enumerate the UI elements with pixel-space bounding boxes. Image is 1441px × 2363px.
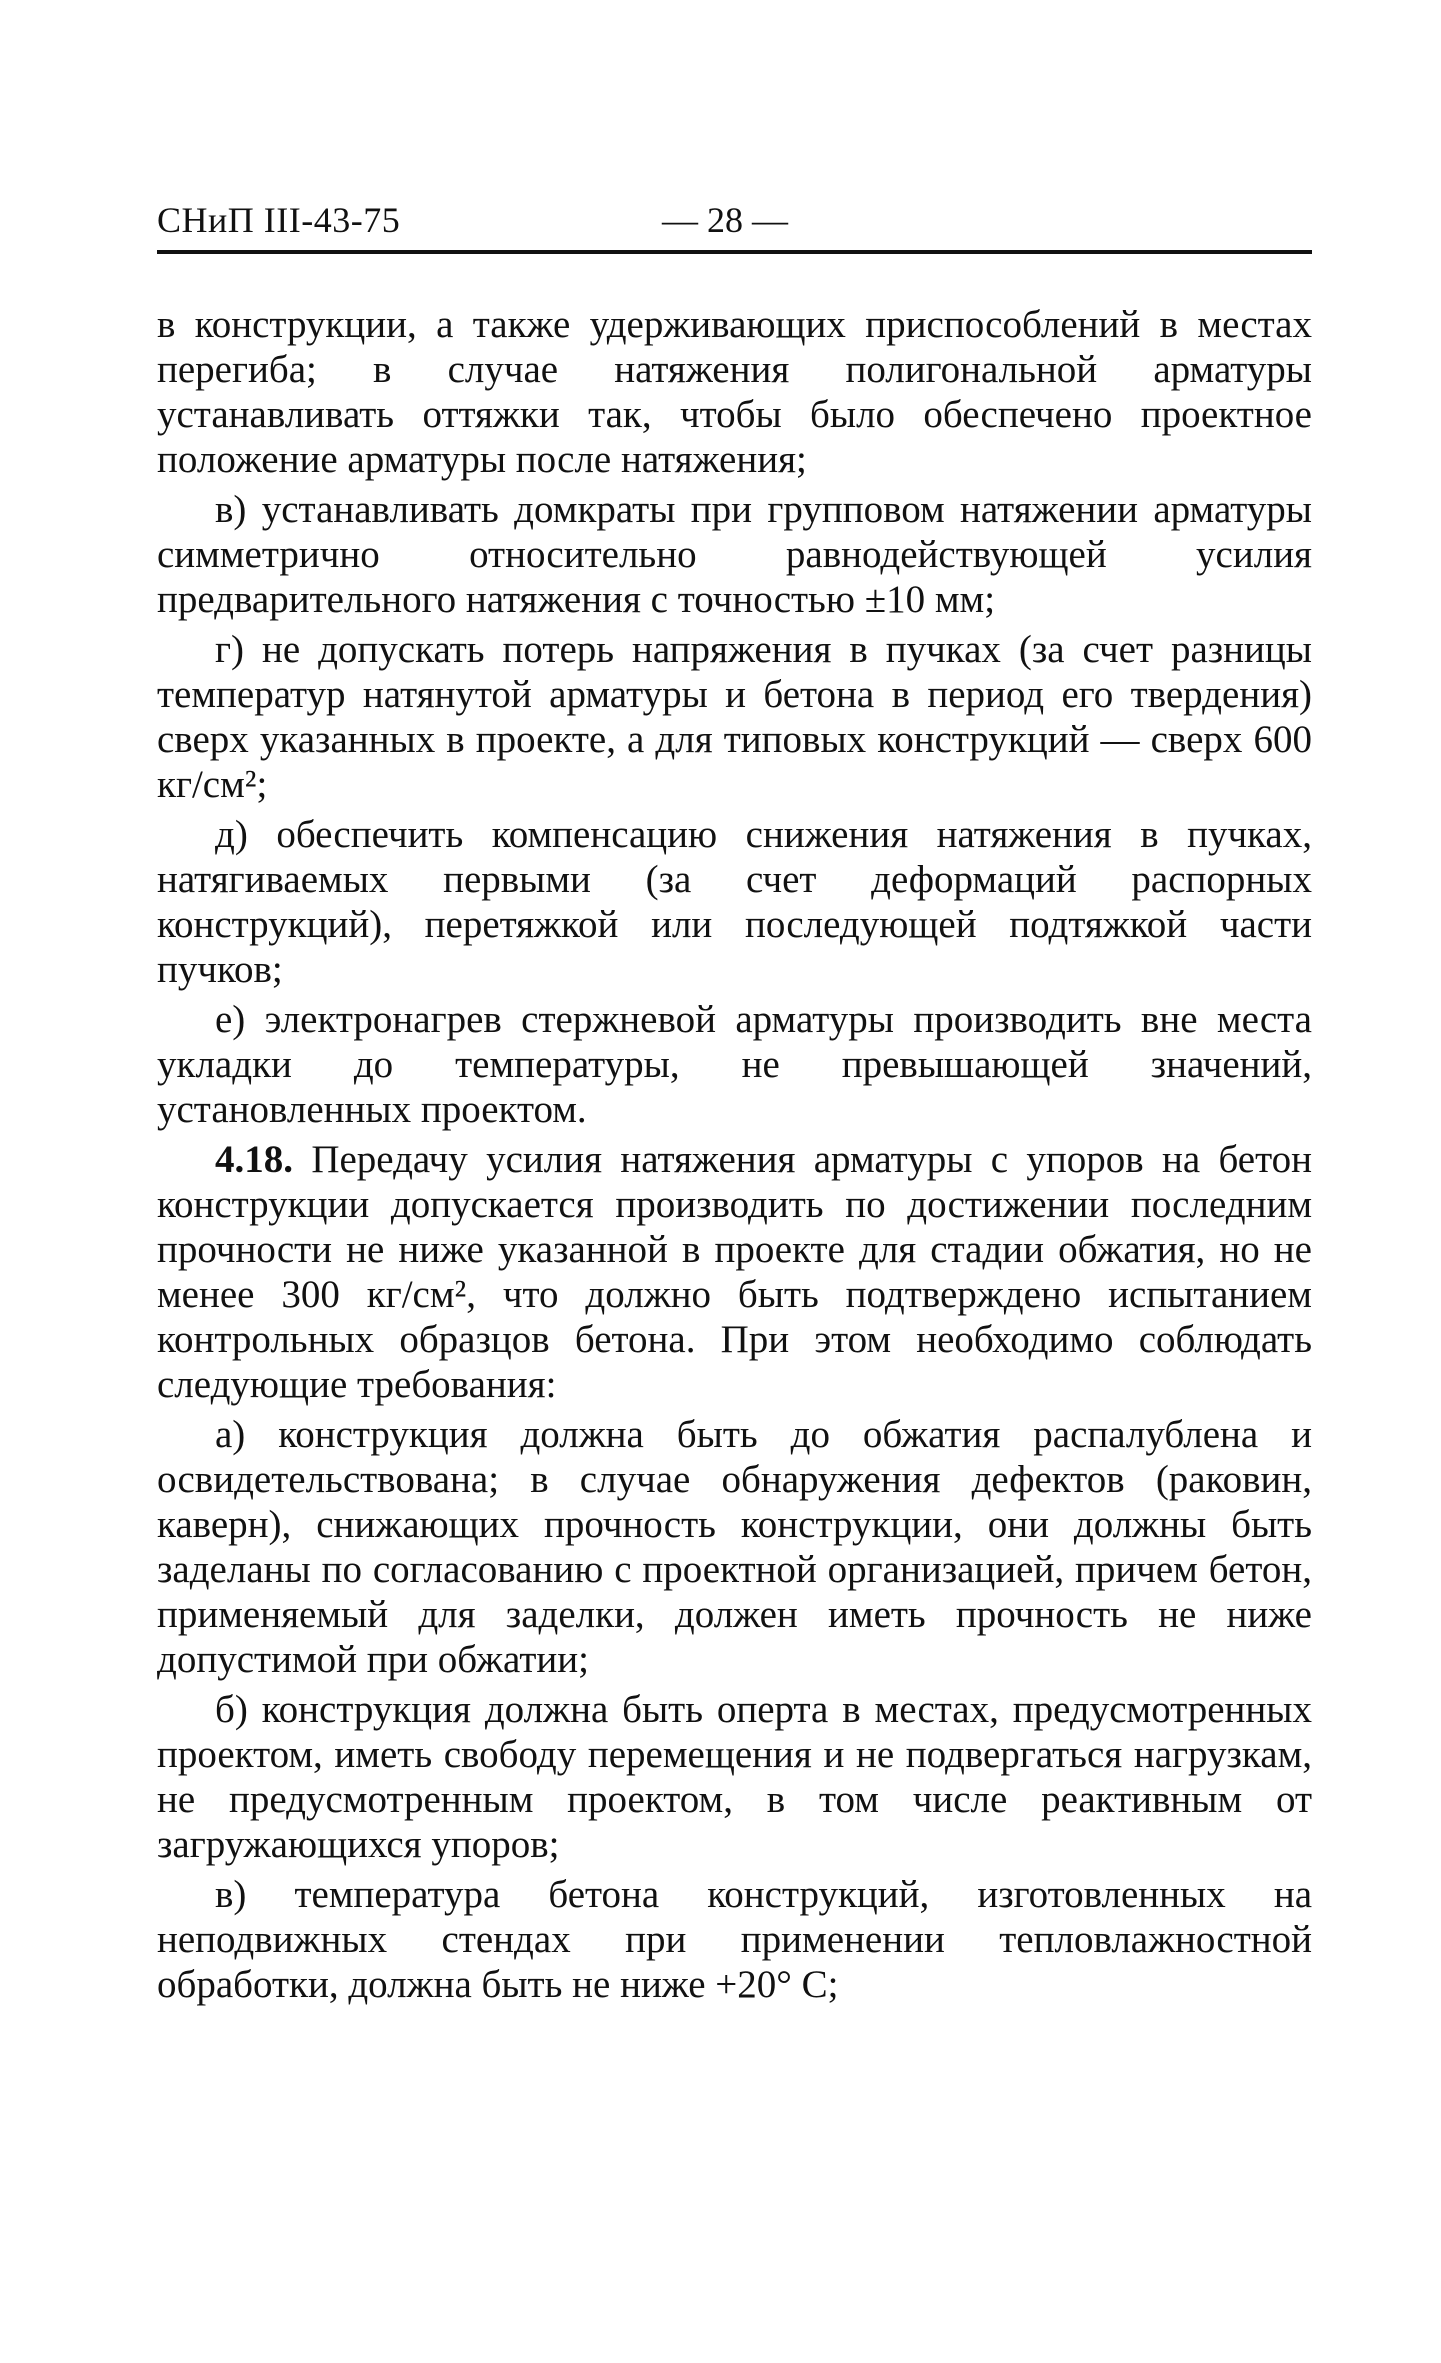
paragraph-text: б) конструкция должна быть оперта в местах, предусмотренных проектом, иметь свободу перемещения и не подвергаться нагрузкам, не предусмотренным проектом, в том числе реактивным от загружающихся упоров; <box>157 1688 1312 1866</box>
paragraph-item-b <box>157 1687 1312 1867</box>
paragraph-text: д) обеспечить компенсацию снижения натяжения в пучках, натягиваемых первыми (за счет деформаций распорных конструкций), перетяжкой или последующей подтяжкой части пучков; <box>157 813 1312 991</box>
page-header <box>157 196 1312 248</box>
paragraph-continuation <box>157 302 1312 482</box>
paragraph-item-v2 <box>157 1872 1312 2007</box>
paragraph-text: в) температура бетона конструкций, изготовленных на неподвижных стендах при применении тепловлажностной обработки, должна быть не ниже +20° С; <box>157 1873 1312 2006</box>
paragraph-section-4-18 <box>157 1137 1312 1407</box>
paragraph-text: е) электронагрев стержневой арматуры производить вне места укладки до температуры, не превышающей значений, установленных проектом. <box>157 998 1312 1131</box>
section-number: 4.18. <box>215 1138 293 1181</box>
paragraph-text: в) устанавливать домкраты при групповом натяжении арматуры симметрично относительно равнодействующей усилия предварительного натяжения с точностью ±10 мм; <box>157 488 1312 621</box>
header-divider <box>157 250 1312 254</box>
paragraph-item-a <box>157 1412 1312 1682</box>
paragraph-item-g <box>157 627 1312 807</box>
paragraph-text: в конструкции, а также удерживающих приспособлений в местах перегиба; в случае натяжения полигональной арматуры устанавливать оттяжки так, чтобы было обеспечено проектное положение арматуры после натяжения; <box>157 303 1312 481</box>
paragraph-text: а) конструкция должна быть до обжатия распалублена и освидетельствована; в случае обнаружения дефектов (раковин, каверн), снижающих прочность конструкции, они должны быть заделаны по согласованию с проектной организацией, причем бетон, применяемый для заделки, должен иметь прочность не ниже допустимой при обжатии; <box>157 1413 1312 1681</box>
document-code: СНиП III-43-75 <box>157 200 401 240</box>
paragraph-text: г) не допускать потерь напряжения в пучках (за счет разницы температур натянутой арматуры и бетона в период его твердения) сверх указанных в проекте, а для типовых конструкций — сверх 600 кг/см²; <box>157 628 1312 806</box>
paragraph-item-d <box>157 812 1312 992</box>
body-text <box>157 302 1312 2012</box>
paragraph-item-v <box>157 487 1312 622</box>
paragraph-text: Передачу усилия натяжения арматуры с упоров на бетон конструкции допускается производить по достижении последним прочности не ниже указанной в проекте для стадии обжатия, но не менее 300 кг/см², что должно быть подтверждено испытанием контрольных образцов бетона. При этом необходимо соблюдать следующие требования: <box>157 1138 1312 1406</box>
page-number: — 28 — <box>662 200 788 240</box>
paragraph-item-e <box>157 997 1312 1132</box>
